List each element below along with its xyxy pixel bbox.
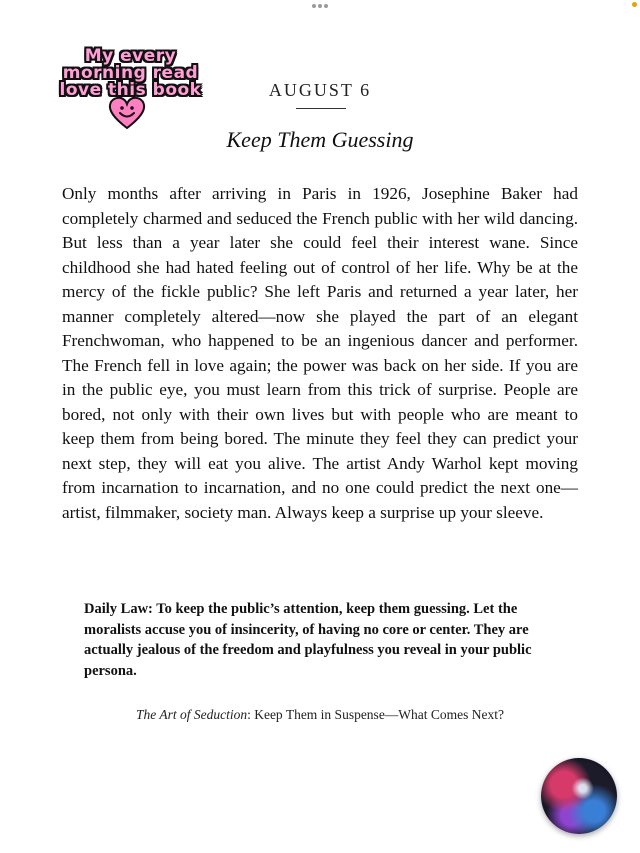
multitasking-dots-icon[interactable] <box>312 4 328 8</box>
sticker-text: My every morning read love this book <box>59 46 202 100</box>
source-citation <box>0 707 640 723</box>
smiley-heart-icon <box>108 96 146 130</box>
source-book-title: The Art of Seduction <box>135 707 248 722</box>
divider <box>296 108 346 109</box>
page-title: Keep Them Guessing <box>226 127 414 152</box>
daily-law: Daily Law: To keep the public’s attention, keep them guessing. Let the moralists accuse you of insincerity, of having no core or center. They are actually jealous of the freedom and playfulness you reveal in your public persona. <box>84 601 532 679</box>
page-date: AUGUST 6 <box>268 80 372 100</box>
status-indicator-dot <box>632 2 637 7</box>
source-chapter: : Keep Them in Suspense—What Comes Next? <box>247 707 505 722</box>
body-paragraph: Only months after arriving in Paris in 1926, Josephine Baker had completely charmed and seduced the French public with her wild dancing. But less than a year later she could feel their interest wane. Since childhood she had hated feeling out of control of her life. Why be at the mercy of the fickle public? She left Paris and returned a year later, her manner completely altered—now she played the part of an elegant Frenchwoman, who happened to be an ingenious dancer and performer. The French fell in love again; the power was back on her side. If you are in the public eye, you must learn from this trick of surprise. People are bored, not only with their own lives but with people who are meant to keep them from being bored. The minute they feel they can predict your next step, they will eat you alive. The artist Andy Warhol kept moving from incarnation to incarnation, and no one could predict the next one—artist, filmmaker, society man. Always keep a surprise up your sleeve. <box>62 184 578 522</box>
siri-orb-icon[interactable] <box>541 758 617 834</box>
